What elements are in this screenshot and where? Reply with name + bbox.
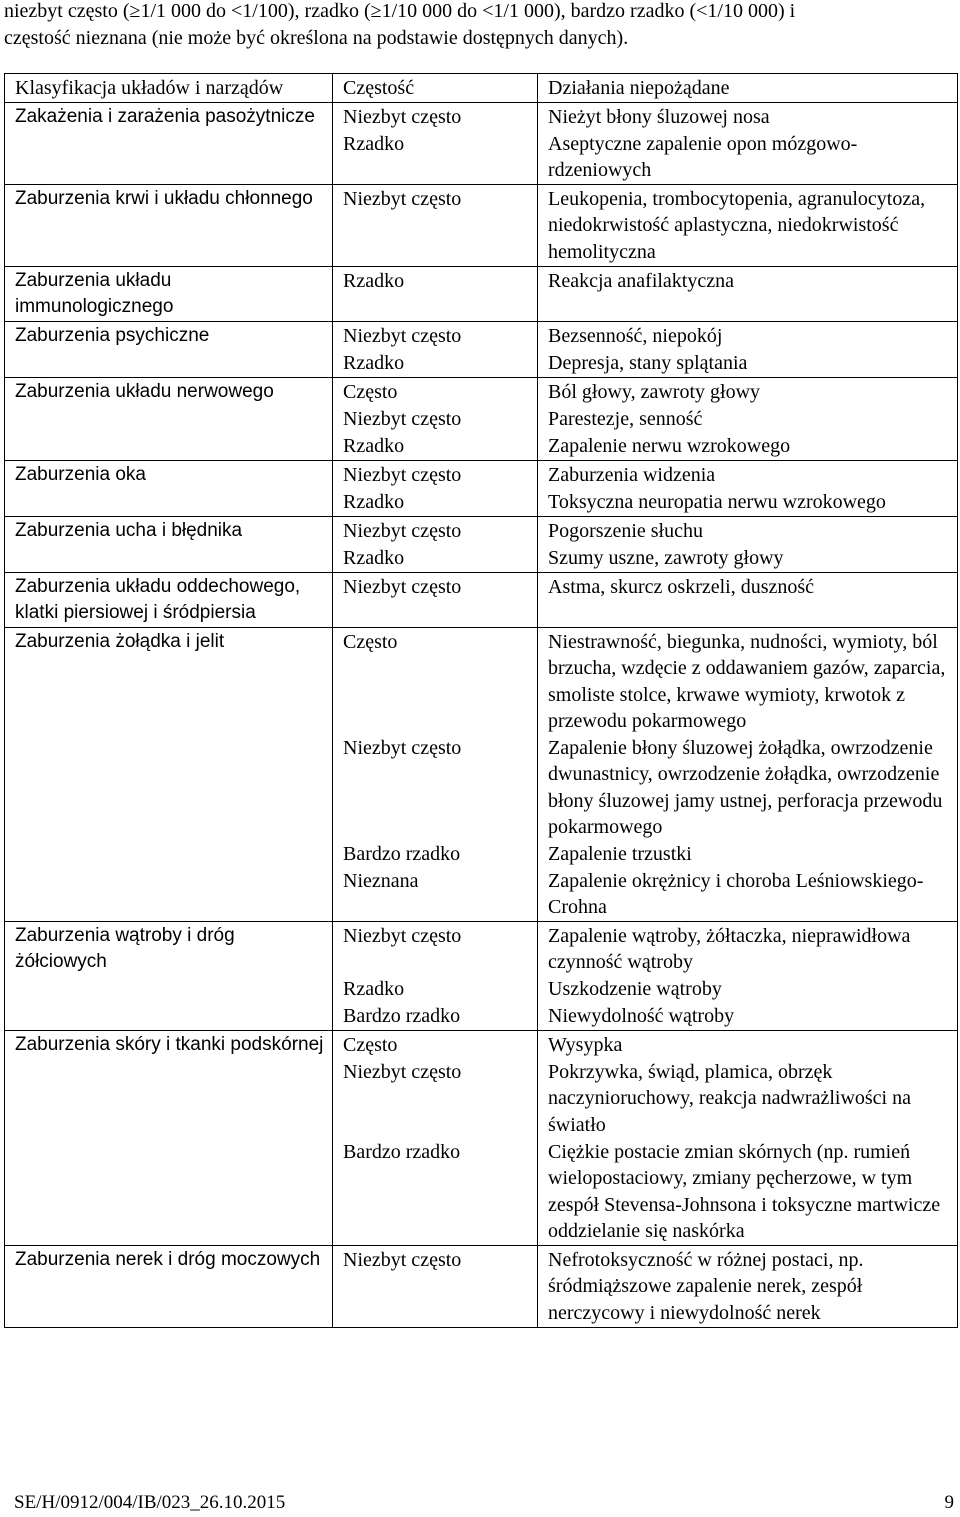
header-frequency: Częstość (333, 74, 538, 103)
soc-cell: Zaburzenia układu immunologicznego (5, 266, 333, 321)
effects-cell (538, 321, 958, 377)
frequency-value: Rzadko (343, 269, 405, 292)
frequency-value: Rzadko (343, 132, 405, 155)
effect-value: Leukopenia, trombocytopenia, agranulocytoza, niedokrwistość aplastyczna, niedokrwistość hemolityczna (548, 187, 926, 263)
effect-value: Reakcja anafilaktyczna (548, 269, 734, 292)
soc-cell: Zaburzenia psychiczne (5, 321, 333, 377)
frequency-value: Rzadko (343, 977, 405, 1000)
soc-cell: Zaburzenia nerek i dróg moczowych (5, 1245, 333, 1327)
frequency-cell (333, 516, 538, 572)
effects-cell (538, 1030, 958, 1245)
effect-value: Depresja, stany splątania (548, 351, 748, 374)
effect-value: Zapalenie okrężnicy i choroba Leśniowskiego-Crohna (548, 869, 924, 918)
frequency-value: Nieznana (343, 869, 419, 892)
table-row (5, 102, 958, 184)
table-row (5, 460, 958, 516)
effect-value: Ból głowy, zawroty głowy (548, 380, 761, 403)
header-effects: Działania niepożądane (538, 74, 958, 103)
intro-text (4, 0, 949, 51)
frequency-cell (333, 627, 538, 921)
frequency-cell (333, 266, 538, 321)
soc-cell: Zaburzenia żołądka i jelit (5, 627, 333, 921)
effect-value: Zapalenie wątroby, żółtaczka, nieprawidłowa czynność wątroby (548, 924, 911, 973)
effects-cell (538, 627, 958, 921)
soc-cell: Zaburzenia oka (5, 460, 333, 516)
effect-value: Ciężkie postacie zmian skórnych (np. rumień wielopostaciowy, zmiany pęcherzowe, w tym zespół Stevensa-Johnsona i toksyczne martwicze oddzielanie się naskórka (548, 1140, 941, 1242)
frequency-cell (333, 460, 538, 516)
soc-cell: Zaburzenia układu nerwowego (5, 377, 333, 460)
table-row (5, 321, 958, 377)
frequency-value: Niezbyt często (343, 1060, 462, 1083)
document-code: SE/H/0912/004/IB/023_26.10.2015 (14, 1492, 286, 1513)
table-row (5, 1245, 958, 1327)
effect-value: Bezsenność, niepokój (548, 324, 723, 347)
table-row (5, 921, 958, 1030)
effects-cell (538, 460, 958, 516)
frequency-value: Niezbyt często (343, 105, 462, 128)
table-row (5, 572, 958, 627)
frequency-value: Niezbyt często (343, 575, 462, 598)
page-number: 9 (944, 1492, 954, 1513)
frequency-cell (333, 1245, 538, 1327)
frequency-value: Często (343, 380, 398, 403)
soc-cell: Zaburzenia ucha i błędnika (5, 516, 333, 572)
table-body (5, 74, 958, 1328)
effect-value: Niewydolność wątroby (548, 1004, 735, 1027)
soc-cell: Zaburzenia krwi i układu chłonnego (5, 184, 333, 266)
frequency-value: Często (343, 630, 398, 653)
frequency-cell (333, 921, 538, 1030)
effect-value: Zaburzenia widzenia (548, 463, 716, 486)
frequency-value: Niezbyt często (343, 407, 462, 430)
table-row (5, 1030, 958, 1245)
soc-cell: Zaburzenia układu oddechowego, klatki piersiowej i śródpiersia (5, 572, 333, 627)
frequency-cell (333, 184, 538, 266)
soc-cell: Zaburzenia skóry i tkanki podskórnej (5, 1030, 333, 1245)
frequency-value: Bardzo rzadko (343, 1004, 461, 1027)
table-row (5, 627, 958, 921)
frequency-cell (333, 102, 538, 184)
frequency-cell (333, 572, 538, 627)
effects-cell (538, 102, 958, 184)
effects-cell (538, 572, 958, 627)
frequency-value: Rzadko (343, 546, 405, 569)
effect-value: Zapalenie trzustki (548, 842, 692, 865)
frequency-value: Bardzo rzadko (343, 1140, 461, 1163)
effect-value: Nefrotoksyczność w różnej postaci, np. śródmiąższowe zapalenie nerek, zespół nerczycowy i niewydolność nerek (548, 1248, 864, 1324)
effects-cell (538, 1245, 958, 1327)
soc-cell: Zakażenia i zarażenia pasożytnicze (5, 102, 333, 184)
effect-value: Wysypka (548, 1033, 623, 1056)
soc-cell: Zaburzenia wątroby i dróg żółciowych (5, 921, 333, 1030)
intro-line-1: niezbyt często (≥1/1 000 do <1/100), rzadko (≥1/10 000 do <1/1 000), bardzo rzadko (<1/10 000) i (4, 0, 796, 22)
effect-value: Zapalenie nerwu wzrokowego (548, 434, 791, 457)
effect-value: Astma, skurcz oskrzeli, duszność (548, 575, 815, 598)
frequency-value: Niezbyt często (343, 1248, 462, 1271)
frequency-value: Bardzo rzadko (343, 842, 461, 865)
effect-value: Szumy uszne, zawroty głowy (548, 546, 784, 569)
table-row (5, 516, 958, 572)
frequency-value: Rzadko (343, 351, 405, 374)
effect-value: Aseptyczne zapalenie opon mózgowo-rdzeniowych (548, 132, 858, 181)
frequency-value: Niezbyt często (343, 187, 462, 210)
effect-value: Parestezje, senność (548, 407, 703, 430)
intro-line-2: częstość nieznana (nie może być określona na podstawie dostępnych danych). (4, 26, 629, 49)
frequency-value: Niezbyt często (343, 736, 462, 759)
effect-value: Uszkodzenie wątroby (548, 977, 722, 1000)
frequency-value: Niezbyt często (343, 519, 462, 542)
table-header-row (5, 74, 958, 103)
effect-value: Toksyczna neuropatia nerwu wzrokowego (548, 490, 886, 513)
frequency-value: Rzadko (343, 434, 405, 457)
frequency-cell (333, 1030, 538, 1245)
header-soc: Klasyfikacja układów i narządów (5, 74, 333, 103)
frequency-value: Często (343, 1033, 398, 1056)
effects-cell (538, 377, 958, 460)
frequency-value: Niezbyt często (343, 924, 462, 947)
effects-cell (538, 516, 958, 572)
effect-value: Pokrzywka, świąd, plamica, obrzęk naczynioruchowy, reakcja nadwrażliwości na światło (548, 1060, 911, 1136)
effects-cell (538, 184, 958, 266)
frequency-cell (333, 321, 538, 377)
table-row (5, 377, 958, 460)
effect-value: Pogorszenie słuchu (548, 519, 703, 542)
frequency-value: Niezbyt często (343, 463, 462, 486)
table-row (5, 266, 958, 321)
table-row (5, 184, 958, 266)
effects-cell (538, 266, 958, 321)
effects-cell (538, 921, 958, 1030)
effect-value: Nieżyt błony śluzowej nosa (548, 105, 770, 128)
effect-value: Zapalenie błony śluzowej żołądka, owrzodzenie dwunastnicy, owrzodzenie żołądka, owrzodzenie błony śluzowej jamy ustnej, perforacja przewodu pokarmowego (548, 736, 943, 838)
frequency-value: Niezbyt często (343, 324, 462, 347)
frequency-value: Rzadko (343, 490, 405, 513)
adverse-effects-table (4, 73, 958, 1328)
frequency-cell (333, 377, 538, 460)
effect-value: Niestrawność, biegunka, nudności, wymioty, ból brzucha, wzdęcie z oddawaniem gazów, zaparcia, smoliste stolce, krwawe wymioty, krwotok z przewodu pokarmowego (548, 630, 946, 732)
